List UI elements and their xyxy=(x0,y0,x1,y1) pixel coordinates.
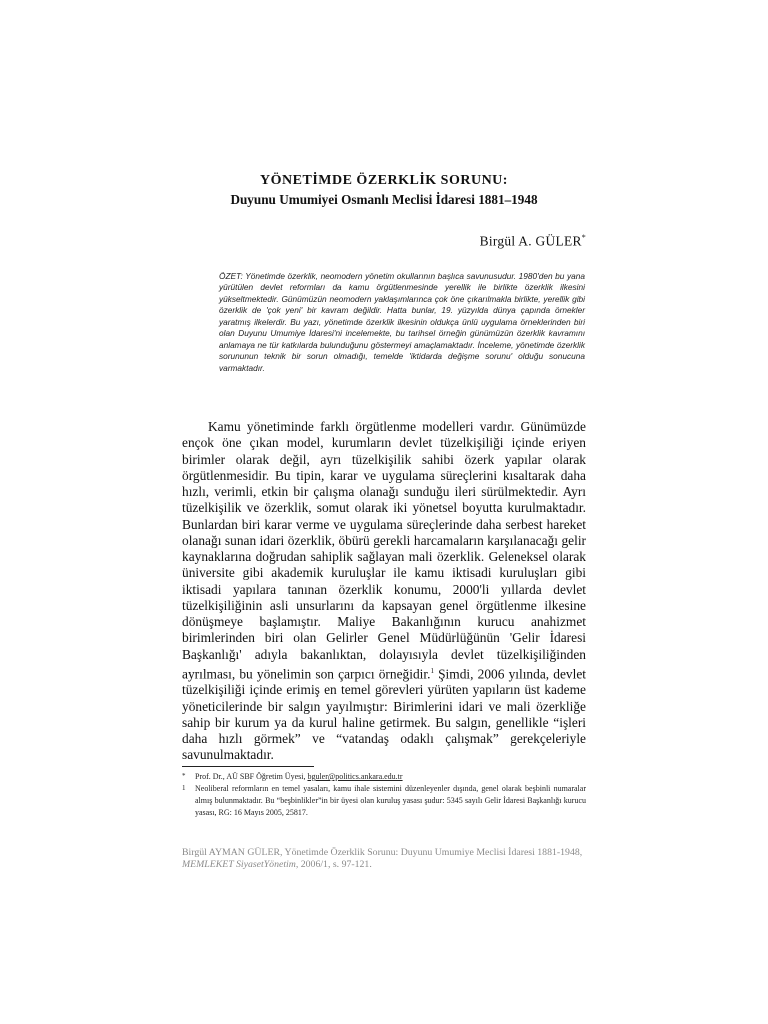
footnote-1 xyxy=(182,783,586,819)
footnote-divider xyxy=(182,766,314,767)
author-footnote-mark: * xyxy=(581,233,586,242)
title-line-2: Duyunu Umumiyei Osmanlı Meclisi İdaresi 1881–1948 xyxy=(230,192,538,207)
citation-tail: , 2006/1, s. 97-121. xyxy=(295,859,372,870)
footnote-author xyxy=(182,771,586,783)
abstract: ÖZET: Yönetimde özerklik, neomodern yönetim okullarının başlıca savunusudur. 1980'den bu yana yürütülen devlet reformları da kamu örgütlenmesinde yerellik ile birlikte özerklik ilkesini yükseltmektedir. Günümüzün neomodern yaklaşımlarınca çok öne çıkarılmakla birlikte, yerellik gibi özerklik de 'çok yeni' bir kavram değildir. Hatta bunlar, 19. yüzyılda dünya çapında örnekler yaratmış ilkelerdir. Bu yazı, yönetimde özerklik ilkesinin oldukça ünlü uygulama örneklerinden biri olan Duyunu Umumiye İdaresi'ni incelemekte, bu tarihsel örneğin günümüzün özerklik kavramını anlamaya ne tür katkılarda bulunduğunu göstermeyi amaçlamaktadır. İnceleme, yönetimde özerklik sorununun teknik bir sorun olmadığı, temelde 'iktidarda değişme sorunu' olduğu sonucuna varmaktadır. xyxy=(219,271,585,373)
body-text-part-1: Kamu yönetiminde farklı örgütlenme modelleri vardır. Günümüzde ençok öne çıkan model, kurumların devlet tüzelkişiliği içinde eriyen birimler olarak değil, ayrı tüzelkişilik sahibi özerk yapılar olarak örgütlenmesidir. Bu tipin, karar ve uygulama süreçlerini kısaltarak daha hızlı, verimli, etkin bir çalışma olanağı sunduğu ileri sürülmektedir. Ayrı tüzelkişilik ve özerklik, somut olarak iki yönetsel boyutta kurulmaktadır. Bunlardan biri karar verme ve uygulama süreçlerinde daha serbest hareket olanağı sunan idari özerklik, öbürü gerekli harcamaların karşılanacağı gelir kaynaklarına doğrudan sahiplik sağlayan mali özerklik. Geleneksel olarak üniversite gibi akademik kuruluşlar ile kamu iktisadi kuruluşları gibi iktisadi yapılara tanınan özerklik konumu, 2000'li yıllarda devlet tüzelkişiliğinin asli unsurlarını da kapsayan genel örgütlenme ilkesine dönüşmeye başlamıştır. Maliye Bakanlığının kurucu anahizmet birimlerinden biri olan Gelirler Genel Müdürlüğünün 'Gelir İdaresi Başkanlığı' adıyla bakanlıktan, dolayısıyla devlet tüzelkişiliğinden ayrılması, bu yönelimin son çarpıcı örneğidir. xyxy=(182,419,586,682)
body-paragraph xyxy=(182,419,586,764)
footnote-author-mark: * xyxy=(182,772,186,780)
citation-footer xyxy=(182,847,586,871)
footnote-1-mark: 1 xyxy=(182,784,186,792)
footnote-ref-1[interactable]: 1 xyxy=(430,666,434,675)
citation-journal: MEMLEKET SiyasetYönetim xyxy=(182,859,296,870)
body-text-part-2: Şimdi, 2006 yılında, devlet tüzelkişiliği içinde erimiş en temel görevleri yürüten yapıların üst kademe yöneticilerinde bir salgın yayılmıştır: Birimlerini idari ve mali özerkliğe sahip bir kurum ya da kurul haline getirmek. Bu salgın, genellikle “işleri daha hızlı görmek” ve “vatandaş odaklı çalışmak” gerekçeleriyle savunulmaktadır. xyxy=(182,666,586,763)
article-title xyxy=(170,171,598,209)
footnote-1-text: Neoliberal reformların en temel yasaları, kamu ihale sistemini düzenleyenler dışında, genel olarak beşbinli numaralar almış bulunmaktadır. Bu “beşbinlikler”in bir üyesi olan kuruluş yasası şudur: 5345 sayılı Gelir İdaresi Başkanlığı kurucu yasası, RG: 16 Mayıs 2005, 25817. xyxy=(195,784,586,817)
author-name xyxy=(480,233,586,249)
author-email-link[interactable]: bguler@politics.ankara.edu.tr xyxy=(307,772,403,781)
footnote-author-text: Prof. Dr., AÜ SBF Öğretim Üyesi, xyxy=(195,772,308,781)
title-line-1: YÖNETİMDE ÖZERKLİK SORUNU: xyxy=(260,173,508,188)
author-text: Birgül A. GÜLER xyxy=(479,233,582,249)
citation-main: Birgül AYMAN GÜLER, Yönetimde Özerklik Sorunu: Duyunu Umumiye Meclisi İdaresi 1881-1948, xyxy=(182,847,583,858)
footnotes xyxy=(182,771,586,819)
